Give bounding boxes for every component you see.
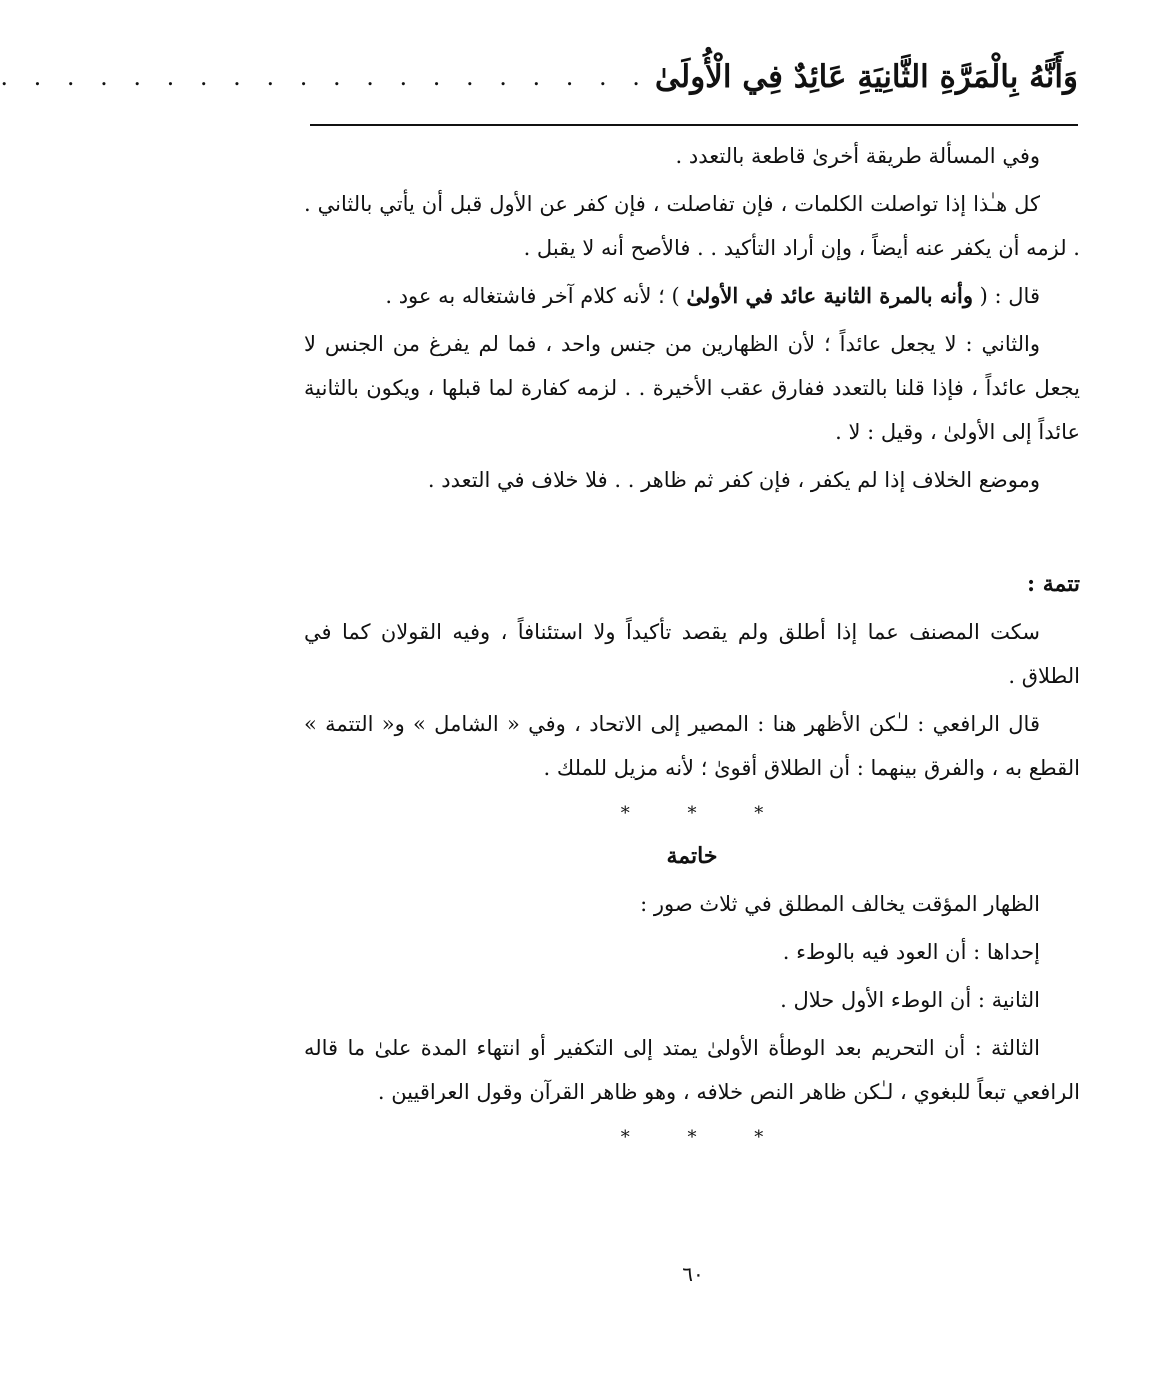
paragraph-4: والثاني : لا يجعل عائداً ؛ لأن الظهارين من جنس واحد ، فما لم يفرغ من الجنس لا يجعل عائداً ، فإذا قلنا بالتعدد ففارق عقب الأخيرة . . لزمه كفارة لما قبلها ، ويكون بالثانية عائداً إلى الأولىٰ ، وقيل : لا . bbox=[304, 332, 1080, 444]
header-title: وَأَنَّهُ بِالْمَرَّةِ الثَّانِيَةِ عَائِدٌ فِي الْأُولَىٰ bbox=[654, 59, 1078, 95]
spacer bbox=[304, 506, 1080, 562]
paragraph-11: الثالثة : أن التحريم بعد الوطأة الأولىٰ يمتد إلى التكفير أو انتهاء المدة علىٰ ما قاله الرافعي تبعاً للبغوي ، لـٰكن ظاهر النص خلافه ، وهو ظاهر القرآن وقول العراقيين . bbox=[304, 1036, 1080, 1104]
header-leader-dots: . . . . . . . . . . . . . . . . . . . . bbox=[0, 63, 649, 91]
tatimma-heading: تتمة : bbox=[1026, 571, 1080, 597]
end-divider-stars: * * * bbox=[620, 1127, 790, 1148]
paragraph-3 bbox=[304, 274, 1080, 318]
paragraph-6: سكت المصنف عما إذا أطلق ولم يقصد تأكيداً ولا استئنافاً ، وفيه القولان كما في الطلاق . bbox=[304, 620, 1080, 688]
paragraph-2: كل هـٰذا إذا تواصلت الكلمات ، فإن تفاصلت ، فإن كفر عن الأول قبل أن يأتي بالثاني . . لزمه أن يكفر عنه أيضاً ، وإن أراد التأكيد . . فالأصح أنه لا يقبل . bbox=[304, 192, 1080, 260]
paragraph-9: إحداها : أن العود فيه بالوطء . bbox=[782, 940, 1040, 964]
paragraph-7: قال الرافعي : لـٰكن الأظهر هنا : المصير إلى الاتحاد ، وفي « الشامل » و« التتمة » القطع به ، والفرق بينهما : أن الطلاق أقوىٰ ؛ لأنه مزيل للملك . bbox=[304, 712, 1080, 780]
page-body bbox=[304, 134, 1080, 1158]
running-header bbox=[0, 52, 1078, 102]
paragraph-3-tail: ) ؛ لأنه كلام آخر فاشتغاله به عود . bbox=[385, 284, 687, 308]
paragraph-8: الظهار المؤقت يخالف المطلق في ثلاث صور : bbox=[640, 892, 1040, 916]
paragraph-5: وموضع الخلاف إذا لم يكفر ، فإن كفر ثم ظاهر . . فلا خلاف في التعدد . bbox=[427, 468, 1040, 492]
paragraph-1: وفي المسألة طريقة أخرىٰ قاطعة بالتعدد . bbox=[675, 144, 1040, 168]
quoted-matn: وأنه بالمرة الثانية عائد في الأولىٰ bbox=[686, 283, 973, 308]
paragraph-3-lead: قال : ( bbox=[973, 284, 1040, 308]
section-divider-stars: * * * bbox=[620, 803, 790, 824]
paragraph-10: الثانية : أن الوطء الأول حلال . bbox=[780, 988, 1040, 1012]
header-rule bbox=[310, 124, 1078, 126]
khatima-heading: خاتمة bbox=[666, 843, 718, 869]
page-number: ٦٠ bbox=[682, 1262, 704, 1286]
